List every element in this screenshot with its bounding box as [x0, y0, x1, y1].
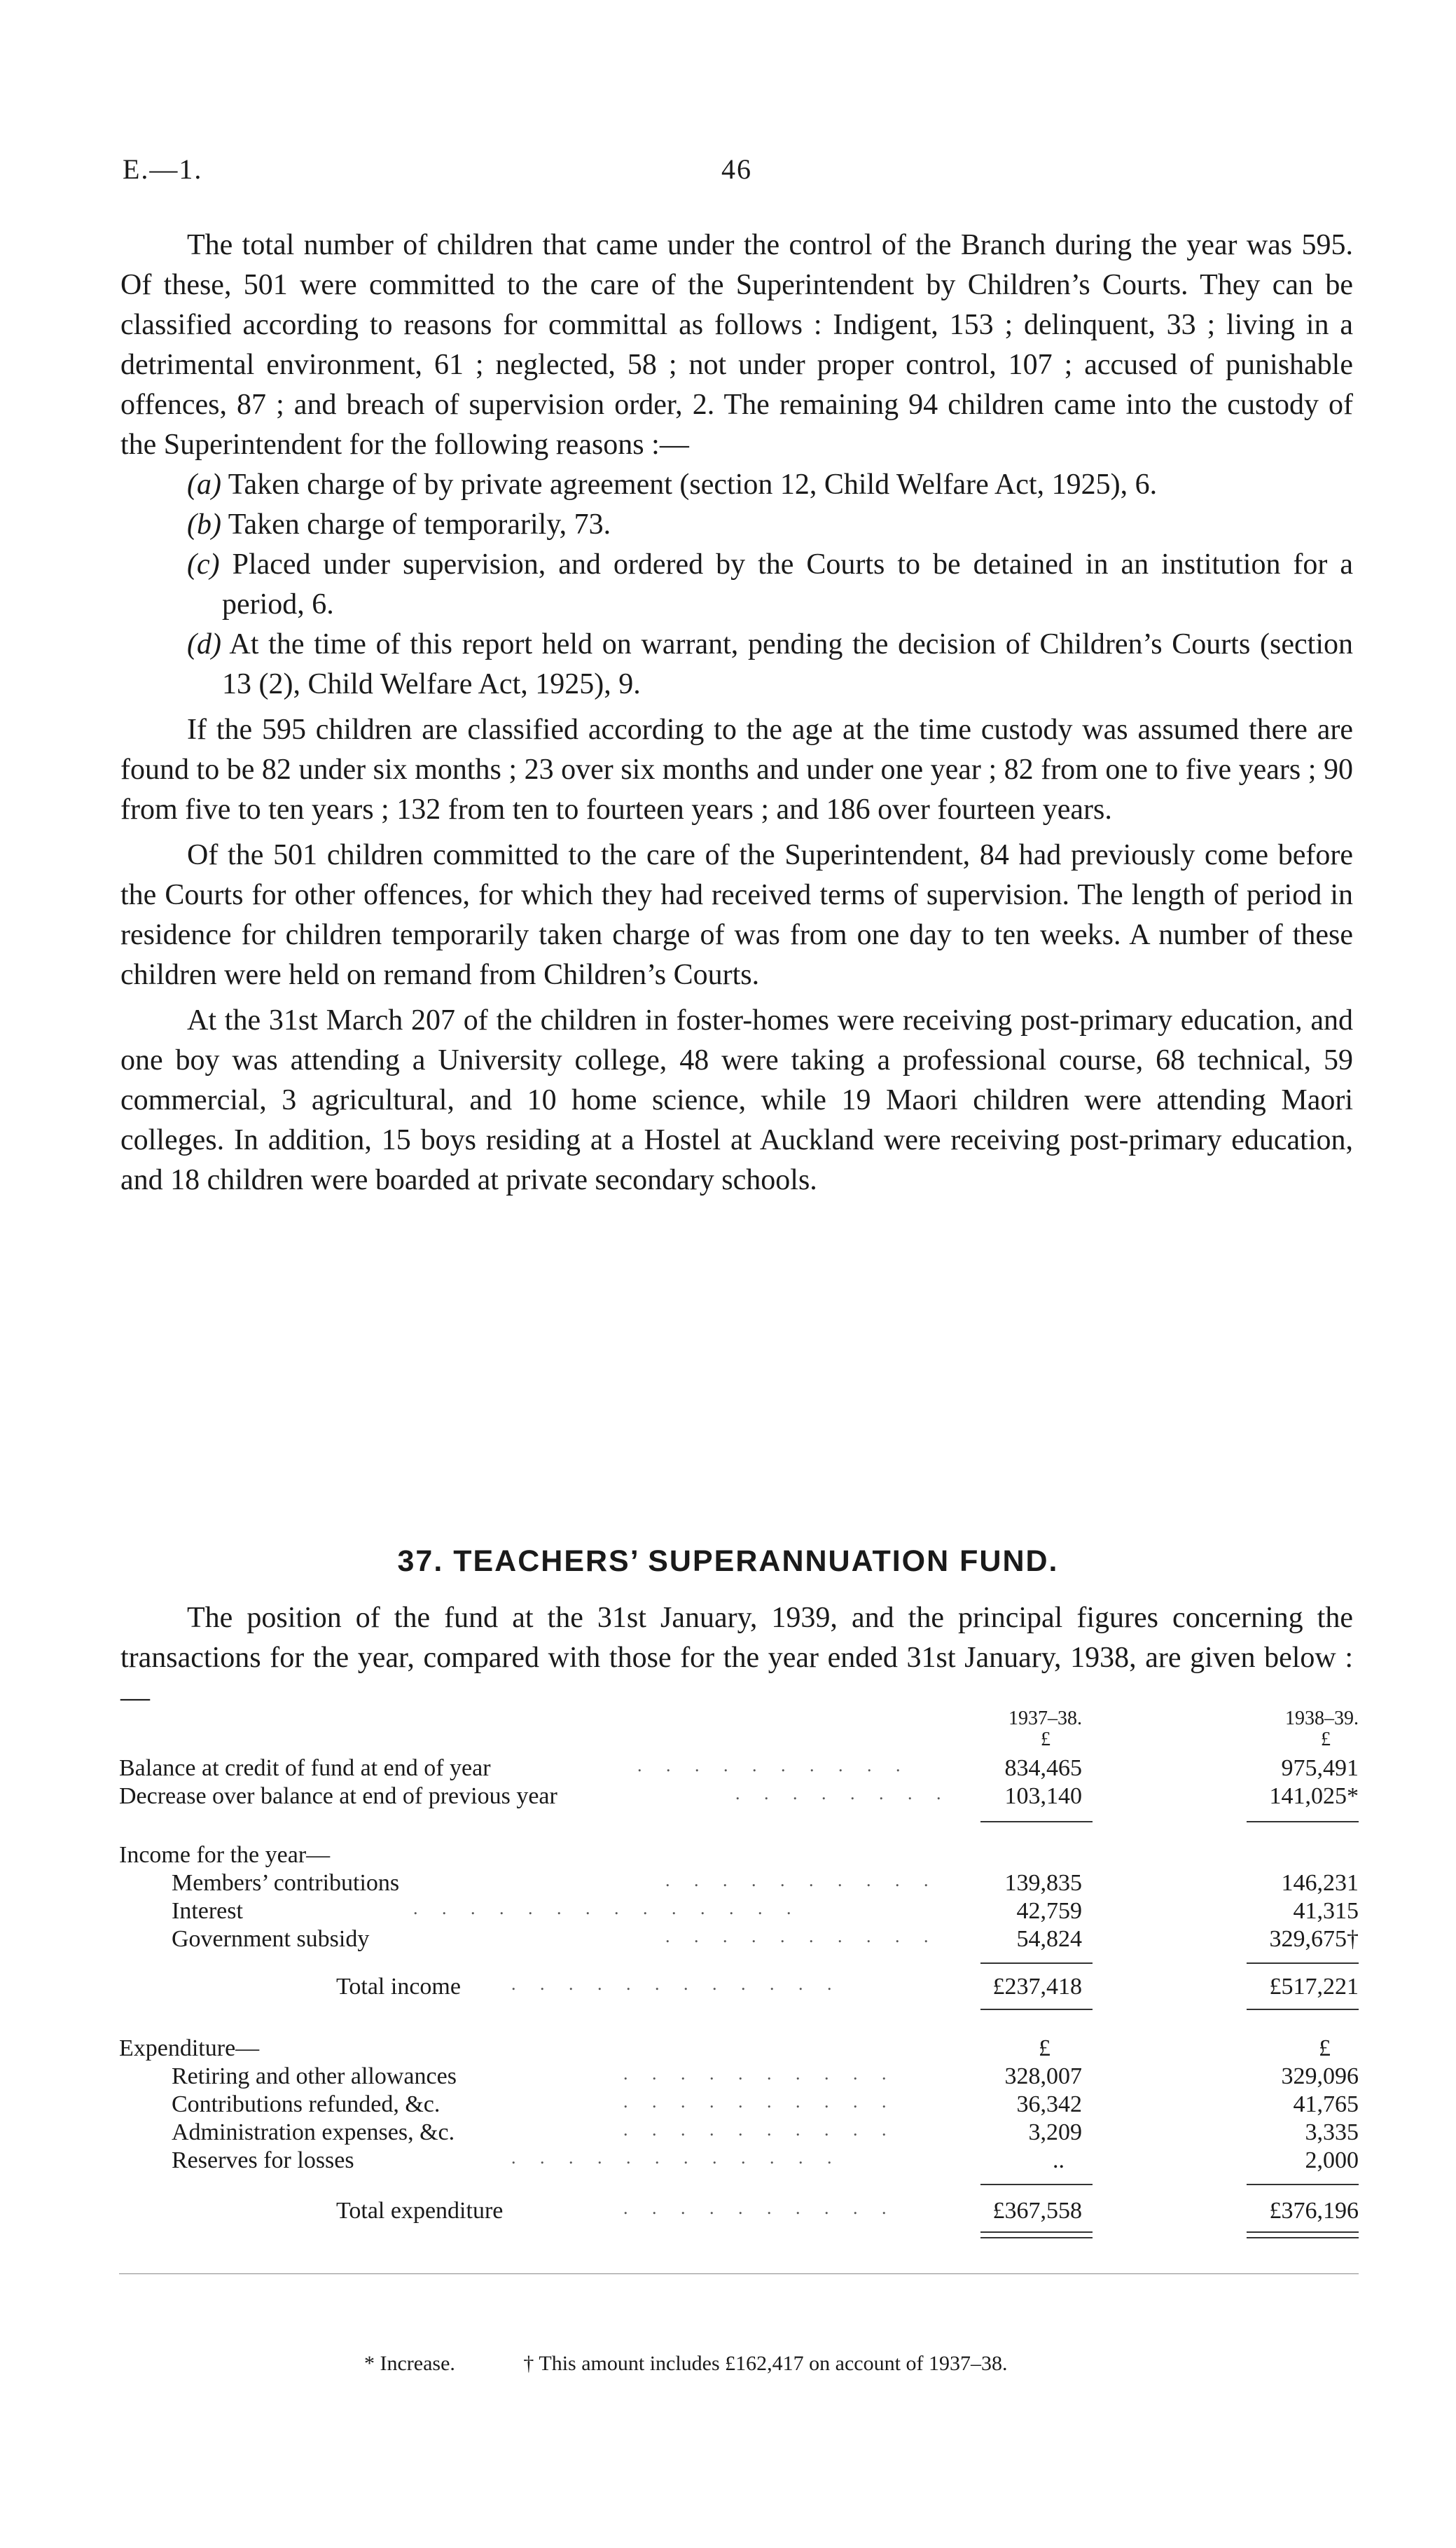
value-1937-38: 834,465 [1004, 1755, 1082, 1781]
table-row [119, 1755, 1359, 1783]
paragraph: If the 595 children are classified according to the age at the time custody was assumed there are found to be 82 under six months ; 23 over six months and under one year ; 82 from one to five years ; 90 from five to ten years ; 132 from ten to fourteen years ; and 186 over fourteen years. [120, 714, 1353, 826]
paragraph: At the 31st March 207 of the children in foster-homes were receiving post-primary education, and one boy was attending a University college, 48 were taking a professional course, 68 technical, 59 commercial, 3 agricultural, and 10 home science, while 19 Maori children were attending Maori colleges. In addition, 15 boys residing at a Hostel at Auckland were receiving post-primary education, and 18 children were boarded at private secondary schools. [120, 1004, 1353, 1196]
value-1937-38: £237,418 [992, 1974, 1082, 2000]
table-row [119, 2147, 1359, 2175]
item-text: At the time of this report held on warrant, pending the decision of Children’s Courts (section 13 (2), Child Welfare Act, 1925), 9. [222, 628, 1353, 700]
page-number: 46 [721, 153, 752, 185]
row-label: Reserves for losses [172, 2147, 354, 2173]
value-1938-39: 329,096 [1281, 2063, 1359, 2089]
currency-symbol: £ [1041, 1729, 1051, 1750]
table-row [119, 1870, 1359, 1898]
rule [1247, 1821, 1359, 1822]
table-row [119, 2035, 1359, 2063]
table-bottom-rule [119, 2273, 1359, 2274]
double-rule [1247, 2231, 1359, 2238]
section-title: 37. TEACHERS’ SUPERANNUATION FUND. [397, 1544, 1059, 1578]
table-row [119, 1783, 1359, 1811]
row-label: Government subsidy [172, 1926, 370, 1952]
list-item [120, 545, 1353, 625]
leader-dots: . . . . . . . . . . [623, 2063, 896, 2084]
table-row [119, 2119, 1359, 2147]
reasons-list [120, 465, 1353, 705]
value-1938-39: 2,000 [1305, 2147, 1359, 2173]
table-row [119, 1898, 1359, 1926]
section-intro [120, 1598, 1353, 1718]
item-tag: (b) [187, 508, 221, 541]
rule [1247, 2184, 1359, 2185]
item-tag: (a) [187, 469, 221, 501]
value-1937-38: 3,209 [1028, 2119, 1082, 2145]
footnote: * Increase. [364, 2352, 455, 2375]
section-label-expenditure: Expenditure— [119, 2035, 260, 2061]
total-label: Total expenditure [336, 2198, 504, 2224]
row-label: Interest [172, 1898, 243, 1924]
value-1938-39: £517,221 [1269, 1974, 1359, 2000]
total-label: Total income [336, 1974, 461, 2000]
value-1938-39: £376,196 [1269, 2198, 1359, 2224]
table-row [119, 1842, 1359, 1870]
value-1937-38: 139,835 [1004, 1870, 1082, 1896]
double-rule [980, 2231, 1093, 2238]
table-row [119, 1926, 1359, 1954]
leader-dots: . . . . . . . . . . [637, 1755, 910, 1775]
leader-dots: . . . . . . . . [735, 1783, 951, 1803]
paragraph: The position of the fund at the 31st January, 1939, and the principal figures concerning the transactions for the year, compared with those for the year ended 31st January, 1938, are given below :— [120, 1602, 1353, 1714]
value-1937-38: .. [1053, 2147, 1065, 2173]
rule [980, 1821, 1093, 1822]
list-item [120, 465, 1353, 505]
table-row [119, 2198, 1359, 2226]
rule [980, 2009, 1093, 2010]
paragraph: Of the 501 children committed to the care of the Superintendent, 84 had previously come before the Courts for other offences, for which they had received terms of supervision. The length of period in residence for children temporarily taken charge of was from one day to ten weeks. A number of these children were held on remand from Children’s Courts. [120, 839, 1353, 991]
leader-dots: . . . . . . . . . . [665, 1926, 938, 1946]
item-text: Taken charge of by private agreement (section 12, Child Welfare Act, 1925), 6. [228, 469, 1158, 501]
value-1938-39: 3,335 [1305, 2119, 1359, 2145]
leader-dots: . . . . . . . . . . . . . . [413, 1898, 801, 1918]
paragraph: The total number of children that came under the control of the Branch during the year was 595. Of these, 501 were committed to the care of the Superintendent by Children’s Courts. They can be classified according to reasons for committal as follows : Indigent, 153 ; delinquent, 33 ; living in a detrimental environment, 61 ; neglected, 58 ; not under proper control, 107 ; accused of punishable offences, 87 ; and breach of supervision order, 2. The remaining 94 children came into the custody of the Superintendent for the following reasons :— [120, 229, 1353, 461]
leader-dots: . . . . . . . . . . [623, 2091, 896, 2112]
value-1937-38: 54,824 [1016, 1926, 1082, 1952]
table-row [119, 2063, 1359, 2091]
row-label: Administration expenses, &c. [172, 2119, 455, 2145]
row-label: Balance at credit of fund at end of year [119, 1755, 491, 1781]
item-text: Placed under supervision, and ordered by the Courts to be detained in an institution for a period, 6. [222, 548, 1353, 621]
currency-symbol: £ [1039, 2035, 1051, 2061]
currency-symbol: £ [1321, 1729, 1331, 1750]
children-branch-text [120, 226, 1353, 1200]
rule [980, 1962, 1093, 1964]
item-text: Taken charge of temporarily, 73. [228, 508, 611, 541]
value-1937-38: 328,007 [1004, 2063, 1082, 2089]
item-tag: (d) [187, 628, 221, 660]
column-header: 1938–39. [1285, 1708, 1359, 1729]
value-1938-39: 146,231 [1281, 1870, 1359, 1896]
value-1937-38: 36,342 [1016, 2091, 1082, 2117]
row-label: Decrease over balance at end of previous year [119, 1783, 557, 1809]
rule [1247, 1962, 1359, 1964]
row-label: Members’ contributions [172, 1870, 400, 1896]
value-1938-39: 41,765 [1293, 2091, 1359, 2117]
rule [1247, 2009, 1359, 2010]
value-1937-38: £367,558 [992, 2198, 1082, 2224]
footnote: † This amount includes £162,417 on account of 1937–38. [523, 2352, 1008, 2375]
value-1938-39: 41,315 [1293, 1898, 1359, 1924]
leader-dots: . . . . . . . . . . [623, 2198, 896, 2218]
column-header: 1937–38. [1008, 1708, 1082, 1729]
leader-dots: . . . . . . . . . . . . [511, 1974, 842, 1994]
table-row [119, 1974, 1359, 2002]
leader-dots: . . . . . . . . . . . . [511, 2147, 842, 2168]
rule [980, 2184, 1093, 2185]
row-label: Contributions refunded, &c. [172, 2091, 441, 2117]
row-label: Retiring and other allowances [172, 2063, 457, 2089]
document-reference: E.—1. [123, 153, 203, 185]
table-row [119, 2091, 1359, 2119]
value-1938-39: 975,491 [1281, 1755, 1359, 1781]
value-1938-39: 141,025* [1269, 1783, 1359, 1809]
value-1937-38: 42,759 [1016, 1898, 1082, 1924]
list-item [120, 505, 1353, 545]
value-1938-39: 329,675† [1269, 1926, 1359, 1952]
item-tag: (c) [187, 548, 220, 581]
value-1937-38: 103,140 [1004, 1783, 1082, 1809]
currency-symbol: £ [1319, 2035, 1331, 2061]
leader-dots: . . . . . . . . . . [665, 1870, 938, 1890]
footnotes [364, 2352, 1070, 2376]
list-item [120, 625, 1353, 705]
section-label-income: Income for the year— [119, 1842, 331, 1868]
leader-dots: . . . . . . . . . . [623, 2119, 896, 2140]
